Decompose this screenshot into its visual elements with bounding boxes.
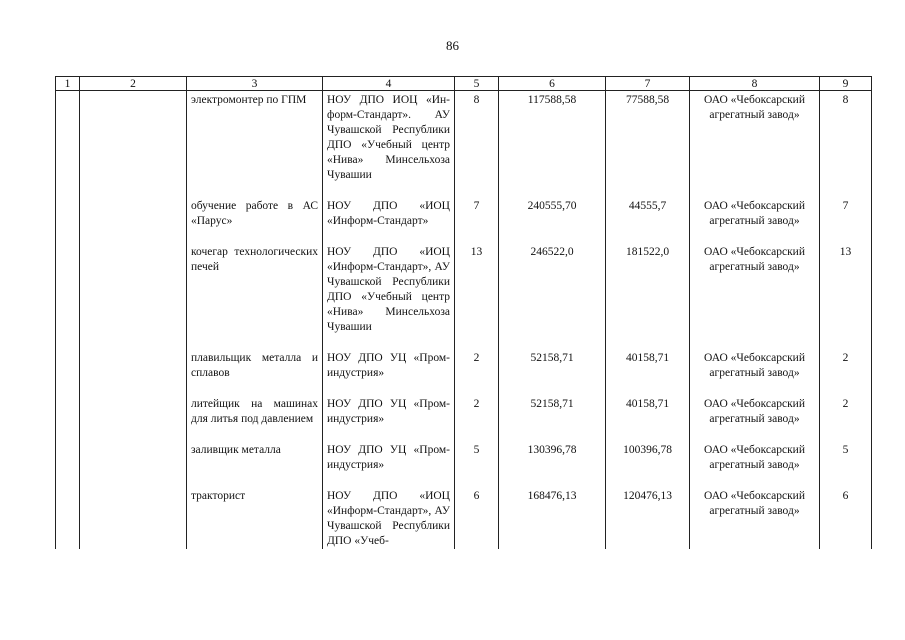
column-header-4: 4: [323, 77, 455, 91]
cell-col-1: [56, 441, 80, 487]
employer-cell: ОАО «Чебоксарский агрегатный завод»: [690, 243, 820, 349]
column-header-2: 2: [80, 77, 187, 91]
employer-cell: ОАО «Чебоксарский агрегатный завод»: [690, 197, 820, 243]
count-cell: 7: [455, 197, 499, 243]
training-org-cell: НОУ ДПО ИОЦ «Информ-Стандарт». АУ Чувашской Республики ДПО «Учебный центр «Нива» Минсельхоза Чувашии: [323, 91, 455, 198]
column-header-5: 5: [455, 77, 499, 91]
count-cell: 8: [455, 91, 499, 198]
count-trained-cell: 7: [820, 197, 872, 243]
count-trained-cell: 8: [820, 91, 872, 198]
table-row: [56, 487, 872, 549]
data-table: [55, 76, 872, 549]
cell-col-1: [56, 243, 80, 349]
table-row: [56, 395, 872, 441]
profession-cell: электромонтер по ГПМ: [187, 91, 323, 198]
profession-cell: заливщик металла: [187, 441, 323, 487]
cell-col-2: [80, 349, 187, 395]
training-org-cell: НОУ ДПО УЦ «Проминдустрия»: [323, 441, 455, 487]
profession-cell: кочегар технологических печей: [187, 243, 323, 349]
cell-col-2: [80, 197, 187, 243]
employer-cell: ОАО «Чебоксарский агрегатный завод»: [690, 349, 820, 395]
funded-cost-cell: 40158,71: [606, 349, 690, 395]
count-trained-cell: 2: [820, 349, 872, 395]
total-cost-cell: 168476,13: [499, 487, 606, 549]
funded-cost-cell: 77588,58: [606, 91, 690, 198]
count-trained-cell: 13: [820, 243, 872, 349]
count-trained-cell: 2: [820, 395, 872, 441]
total-cost-cell: 117588,58: [499, 91, 606, 198]
total-cost-cell: 246522,0: [499, 243, 606, 349]
table-row: [56, 243, 872, 349]
funded-cost-cell: 120476,13: [606, 487, 690, 549]
funded-cost-cell: 181522,0: [606, 243, 690, 349]
profession-cell: тракторист: [187, 487, 323, 549]
table-header-row: [56, 77, 872, 91]
cell-col-1: [56, 349, 80, 395]
column-header-6: 6: [499, 77, 606, 91]
training-org-cell: НОУ ДПО УЦ «Проминдустрия»: [323, 349, 455, 395]
cell-col-1: [56, 91, 80, 198]
employer-cell: ОАО «Чебоксарский агрегатный завод»: [690, 441, 820, 487]
column-header-9: 9: [820, 77, 872, 91]
funded-cost-cell: 100396,78: [606, 441, 690, 487]
cell-col-1: [56, 197, 80, 243]
cell-col-2: [80, 441, 187, 487]
cell-col-1: [56, 487, 80, 549]
training-org-cell: НОУ ДПО УЦ «Проминдустрия»: [323, 395, 455, 441]
count-cell: 6: [455, 487, 499, 549]
column-header-7: 7: [606, 77, 690, 91]
cell-col-2: [80, 91, 187, 198]
count-trained-cell: 6: [820, 487, 872, 549]
profession-cell: обучение работе в АС «Парус»: [187, 197, 323, 243]
table-body: [56, 91, 872, 550]
count-cell: 2: [455, 349, 499, 395]
funded-cost-cell: 40158,71: [606, 395, 690, 441]
table-row: [56, 349, 872, 395]
count-trained-cell: 5: [820, 441, 872, 487]
training-org-cell: НОУ ДПО «ИОЦ «Информ-Стандарт»: [323, 197, 455, 243]
column-header-3: 3: [187, 77, 323, 91]
cell-col-1: [56, 395, 80, 441]
column-header-1: 1: [56, 77, 80, 91]
table-row: [56, 441, 872, 487]
employer-cell: ОАО «Чебоксарский агрегатный завод»: [690, 91, 820, 198]
employer-cell: ОАО «Чебоксарский агрегатный завод»: [690, 395, 820, 441]
training-org-cell: НОУ ДПО «ИОЦ «Информ-Стандарт», АУ Чувашской Республики ДПО «Учеб-: [323, 487, 455, 549]
cell-col-2: [80, 243, 187, 349]
funded-cost-cell: 44555,7: [606, 197, 690, 243]
total-cost-cell: 52158,71: [499, 395, 606, 441]
table-row: [56, 91, 872, 198]
training-org-cell: НОУ ДПО «ИОЦ «Информ-Стандарт», АУ Чувашской Республики ДПО «Учебный центр «Нива» Минсельхоза Чувашии: [323, 243, 455, 349]
count-cell: 5: [455, 441, 499, 487]
total-cost-cell: 130396,78: [499, 441, 606, 487]
total-cost-cell: 240555,70: [499, 197, 606, 243]
column-header-8: 8: [690, 77, 820, 91]
total-cost-cell: 52158,71: [499, 349, 606, 395]
cell-col-2: [80, 395, 187, 441]
page-number: 86: [446, 38, 459, 53]
count-cell: 2: [455, 395, 499, 441]
cell-col-2: [80, 487, 187, 549]
table-row: [56, 197, 872, 243]
profession-cell: плавильщик металла и сплавов: [187, 349, 323, 395]
profession-cell: литейщик на машинах для литья под давлением: [187, 395, 323, 441]
employer-cell: ОАО «Чебоксарский агрегатный завод»: [690, 487, 820, 549]
count-cell: 13: [455, 243, 499, 349]
